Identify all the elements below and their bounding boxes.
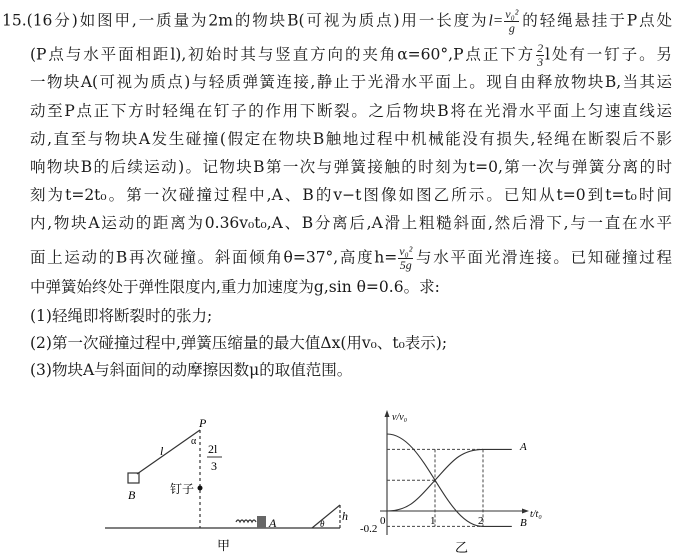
text: (P点与水平面相距l),初始时其与竖直方向的夹角α=60°,P点正下方 — [30, 45, 536, 64]
text: 的轻绳悬挂于P点处 — [520, 11, 672, 30]
label-l: l — [160, 444, 164, 458]
label-alpha: α — [191, 436, 197, 447]
label-b: B — [128, 488, 136, 502]
label-theta: θ — [320, 519, 325, 529]
text: 15.(16分)如图甲,一质量为2m的物块B(可视为质点)用一长度为 — [2, 11, 489, 30]
text-line-3: 一物块A(可视为质点)与轻质弹簧连接,静止于光滑水平面上。现自由释放物块B,当其运 — [30, 73, 672, 91]
text: l= — [488, 12, 504, 30]
question-3: (3)物块A与斜面间的动摩擦因数μ的取值范围。 — [30, 361, 353, 379]
text-line-7: 刻为t=2t₀。第一次碰撞过程中,A、B的v−t图像如图乙所示。已知从t=0到t=t₀时间 — [30, 186, 672, 204]
text-line-8: 内,物块A运动的距离为0.36v₀t₀,A、B分离后,A滑上粗糙斜面,然后滑下,与一直在水平 — [30, 214, 672, 232]
caption-yi: 乙 — [455, 540, 469, 555]
y-axis-label: v/v₀ — [392, 412, 408, 423]
text-line-1 — [2, 8, 672, 35]
label-2l: 2l — [208, 442, 218, 456]
nail — [198, 486, 203, 491]
denominator: 3 — [537, 55, 544, 69]
question-1: (1)轻绳即将断裂时的张力; — [30, 307, 213, 325]
x-axis-arrow-icon — [522, 509, 529, 514]
fraction-h — [398, 245, 413, 272]
y-axis-arrow-icon — [385, 410, 390, 417]
label-nail: 钉子 — [170, 482, 195, 496]
text-line-4: 动至P点正下方时轻绳在钉子的作用下断裂。之后物块B将在光滑水平面上匀速直线运 — [30, 102, 672, 120]
series-label-a: A — [520, 441, 527, 453]
block-a — [257, 516, 266, 528]
text: l处有一钉子。另 — [545, 45, 672, 64]
label-h: h — [342, 509, 348, 523]
label-p: P — [199, 416, 207, 430]
text: 与水平面光滑连接。已知碰撞过程 — [414, 248, 672, 267]
denominator: g — [508, 21, 515, 35]
numerator: 2 — [537, 41, 544, 55]
text-line-5: 动,直至与物块A发生碰撞(假定在物块B触地过程中机械能没有损失,轻绳在断裂后不影 — [30, 130, 672, 148]
series-label-b: B — [520, 517, 527, 529]
text-line-9 — [30, 245, 672, 272]
label-3: 3 — [211, 459, 217, 473]
spring — [236, 520, 256, 522]
y-tick-neg-0.2: -0.2 — [360, 523, 378, 535]
figure-jia — [0, 400, 360, 560]
x-tick-1: 1 — [430, 515, 436, 527]
text: 面上运动的B再次碰撞。斜面倾角θ=37°,高度h= — [30, 248, 398, 267]
x-axis-label: t/t₀ — [530, 509, 542, 520]
fraction-l — [504, 8, 519, 35]
x-tick-2: 2 — [478, 515, 484, 527]
numerator: v₀² — [505, 7, 519, 21]
caption-jia: 甲 — [217, 538, 231, 553]
text-line-10: 中弹簧始终处于弹性限度内,重力加速度为g,sin θ=0.6。求: — [30, 278, 440, 296]
incline — [312, 505, 340, 528]
label-a: A — [269, 516, 277, 530]
x-tick-0: 0 — [380, 515, 386, 527]
text-line-2 — [30, 42, 672, 69]
numerator: v₀² — [399, 244, 413, 258]
block-b — [128, 473, 139, 483]
question-2: (2)第一次碰撞过程中,弹簧压缩量的最大值Δx(用v₀、t₀表示); — [30, 334, 448, 352]
chart-yi — [360, 400, 692, 560]
fraction-two-thirds — [536, 42, 544, 69]
text-line-6: 响物块B的后续运动)。记物块B第一次与弹簧接触的时刻为t=0,第一次与弹簧分离的时 — [30, 158, 672, 176]
series-b-line — [387, 434, 512, 526]
denominator: 5g — [399, 258, 412, 272]
